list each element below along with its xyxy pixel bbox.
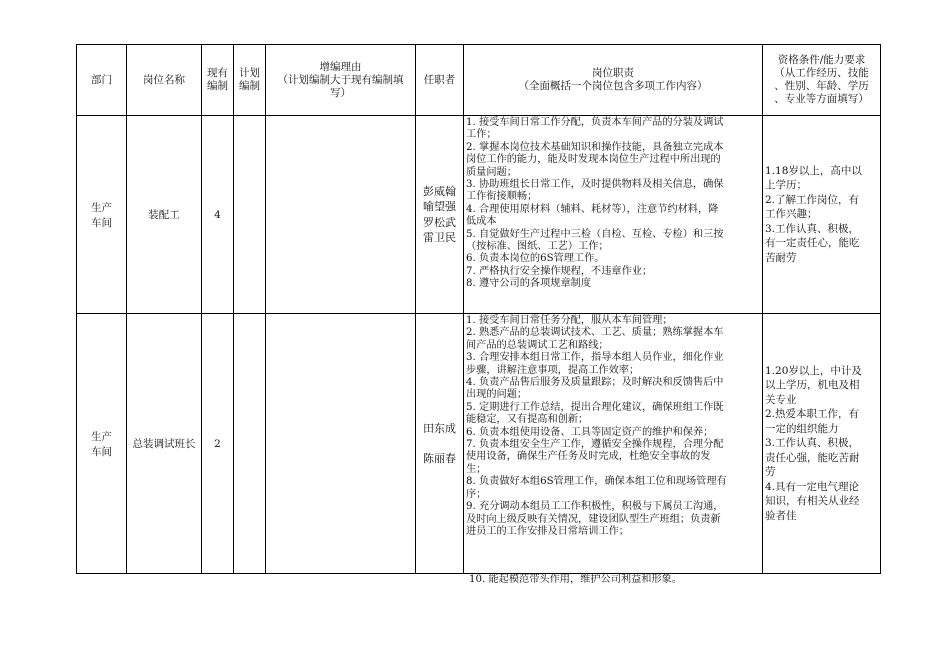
- duty-line: 岗位工作的能力，能及时发现本岗位生产过程中所出现的: [466, 154, 721, 166]
- duty-line: 5. 自觉做好生产过程中三检（自检、互检、专检）和三按: [466, 228, 724, 240]
- duty-line: 进员工的工作安排及日常培训工作；: [466, 525, 629, 537]
- staffing-table-sheet: [76, 44, 880, 574]
- duty-line: 1. 接受车间日常工作分配，负责本车间产品的分装及调试: [466, 117, 724, 128]
- header-duties: 岗位职责 （全面概括一个岗位包含多项工作内容）: [464, 45, 763, 116]
- duties-cell: [464, 116, 763, 314]
- duty-line: 序；: [466, 488, 487, 500]
- qualifications-cell: [763, 116, 881, 314]
- duty-line-overflow: 10. 能起模范带头作用，维护公司利益和形象。: [469, 574, 683, 585]
- duty-line: 能稳定，又有提高和创新；: [466, 414, 589, 426]
- table-row: [77, 116, 881, 314]
- qual-line: 知识，有相关从业经: [765, 495, 860, 508]
- duty-line: 工作；: [466, 129, 497, 141]
- qualifications-cell: [763, 314, 881, 574]
- incumbent-name: 陈丽春: [423, 451, 456, 465]
- position-cell: 总装调试班长: [127, 314, 202, 574]
- qual-line: 苦耐劳: [765, 251, 797, 264]
- current-headcount-cell: 2: [202, 314, 234, 574]
- current-headcount-cell: 4: [202, 116, 234, 314]
- planned-headcount-cell: [234, 116, 266, 314]
- duty-line: （按标准、图纸、工艺）工作；: [466, 241, 609, 253]
- increase-reason-cell: [266, 116, 416, 314]
- duty-line: 9. 充分调动本组员工工作积极性，积极与下属员工沟通，: [466, 501, 724, 513]
- duty-line: 2. 熟悉产品的总装调试技术、工艺、质量；熟练掌握本车: [466, 327, 724, 339]
- incumbent-name: 罗松武: [423, 215, 456, 229]
- duty-line: 3. 合理安排本组日常工作，指导本组人员作业，细化作业: [466, 352, 724, 364]
- duty-line: 及时向上级反映有关情况，建设团队型生产班组；负责新: [466, 513, 721, 525]
- duty-line: 5. 定期进行工作总结，提出合理化建议，确保班组工作既: [466, 401, 724, 413]
- duty-line: 7. 负责本组安全生产工作，遵循安全操作规程，合理分配: [466, 439, 724, 451]
- position-cell: 装配工: [127, 116, 202, 314]
- increase-reason-cell: [266, 314, 416, 574]
- header-row: [77, 45, 881, 116]
- duty-line: 步骤，讲解注意事项，提高工作效率；: [466, 364, 640, 376]
- incumbent-cell: [416, 314, 464, 574]
- incumbent-name: 彭威翰: [423, 184, 456, 198]
- duty-line: 出现的问题；: [466, 389, 528, 401]
- duty-line: 8. 负责做好本组6S管理工作，确保本组工位和现场管理有: [466, 476, 727, 488]
- qual-line: 有一定责任心，能吃: [765, 237, 860, 250]
- qual-line: 一定的组织能力: [765, 422, 839, 435]
- incumbent-name: 喻望强: [423, 200, 456, 213]
- header-incumbent: 任职者: [416, 45, 464, 116]
- duty-line: 3. 协助班组长日常工作，及时提供物料及相关信息，确保: [466, 179, 724, 191]
- duty-line: 工作衔接顺畅；: [466, 191, 538, 203]
- staffing-table: [76, 44, 881, 574]
- qual-line: 工作兴趣；: [765, 208, 818, 221]
- header-position: 岗位名称: [127, 45, 202, 116]
- duty-line: 2. 掌握本岗位技术基础知识和操作技能，具备独立完成本: [466, 141, 724, 153]
- header-current-headcount: 现有 编制: [202, 45, 234, 116]
- dept-cell: 生产 车间: [77, 116, 127, 314]
- qual-line: 2.了解工作岗位，有: [765, 193, 860, 206]
- duties-cell: [464, 314, 763, 574]
- duty-line: 质量问题；: [466, 166, 517, 178]
- duty-line: 4. 合理使用原材料（辅料、耗材等），注意节约材料，降: [466, 203, 719, 215]
- table-row: [77, 314, 881, 574]
- duty-line: 生；: [466, 463, 487, 475]
- qual-line: 关专业: [765, 393, 797, 406]
- qual-line: 以上学历，机电及相: [765, 379, 860, 392]
- duty-line: 使用设备，确保生产任务及时完成，杜绝安全事故的发: [466, 451, 711, 463]
- qual-line: 2.热爱本职工作，有: [765, 408, 860, 421]
- duty-line: 7. 严格执行安全操作规程，不违章作业；: [466, 265, 653, 277]
- duty-line: 6. 负责本组使用设备、工具等固定资产的维护和保养；: [466, 426, 714, 438]
- incumbent-name: 田东成: [423, 422, 456, 435]
- dept-cell: 生产 车间: [77, 314, 127, 574]
- duty-line: 1. 接受车间日常任务分配，服从本车间管理；: [466, 315, 673, 326]
- qual-line: 责任心强，能吃苦耐: [765, 451, 860, 464]
- qual-line: 上学历；: [765, 179, 807, 192]
- planned-headcount-cell: [234, 314, 266, 574]
- qual-line: 4.具有一定电气理论: [765, 480, 860, 493]
- duty-line: 低成本: [466, 216, 497, 228]
- qual-line: 验者佳: [765, 509, 797, 522]
- incumbent-cell: [416, 116, 464, 314]
- duty-line: 8. 遵守公司的各项规章制度: [466, 278, 592, 290]
- header-qualifications: 资格条件/能力要求 （从工作经历、技能 、性别、年龄、学历 、专业等方面填写）: [763, 45, 881, 116]
- duty-line: 6. 负责本岗位的6S管理工作。: [466, 253, 605, 265]
- qual-line: 3.工作认真、积极，: [765, 437, 860, 450]
- header-dept: 部门: [77, 45, 127, 116]
- incumbent-name: 雷卫民: [423, 231, 456, 244]
- header-increase-reason: 增编理由 （计划编制大于现有编制填 写）: [266, 45, 416, 116]
- qual-line: 3.工作认真、积极，: [765, 222, 860, 235]
- qual-line: 劳: [765, 466, 776, 479]
- qual-line: 1.18岁以上，高中以: [765, 164, 862, 177]
- header-planned-headcount: 计划 编制: [234, 45, 266, 116]
- duty-line: 间产品的总装调试工艺和路线；: [466, 339, 609, 351]
- qual-line: 1.20岁以上，中计及: [765, 364, 862, 377]
- duty-line: 4. 负责产品售后服务及质量跟踪；及时解决和反馈售后中: [466, 377, 724, 389]
